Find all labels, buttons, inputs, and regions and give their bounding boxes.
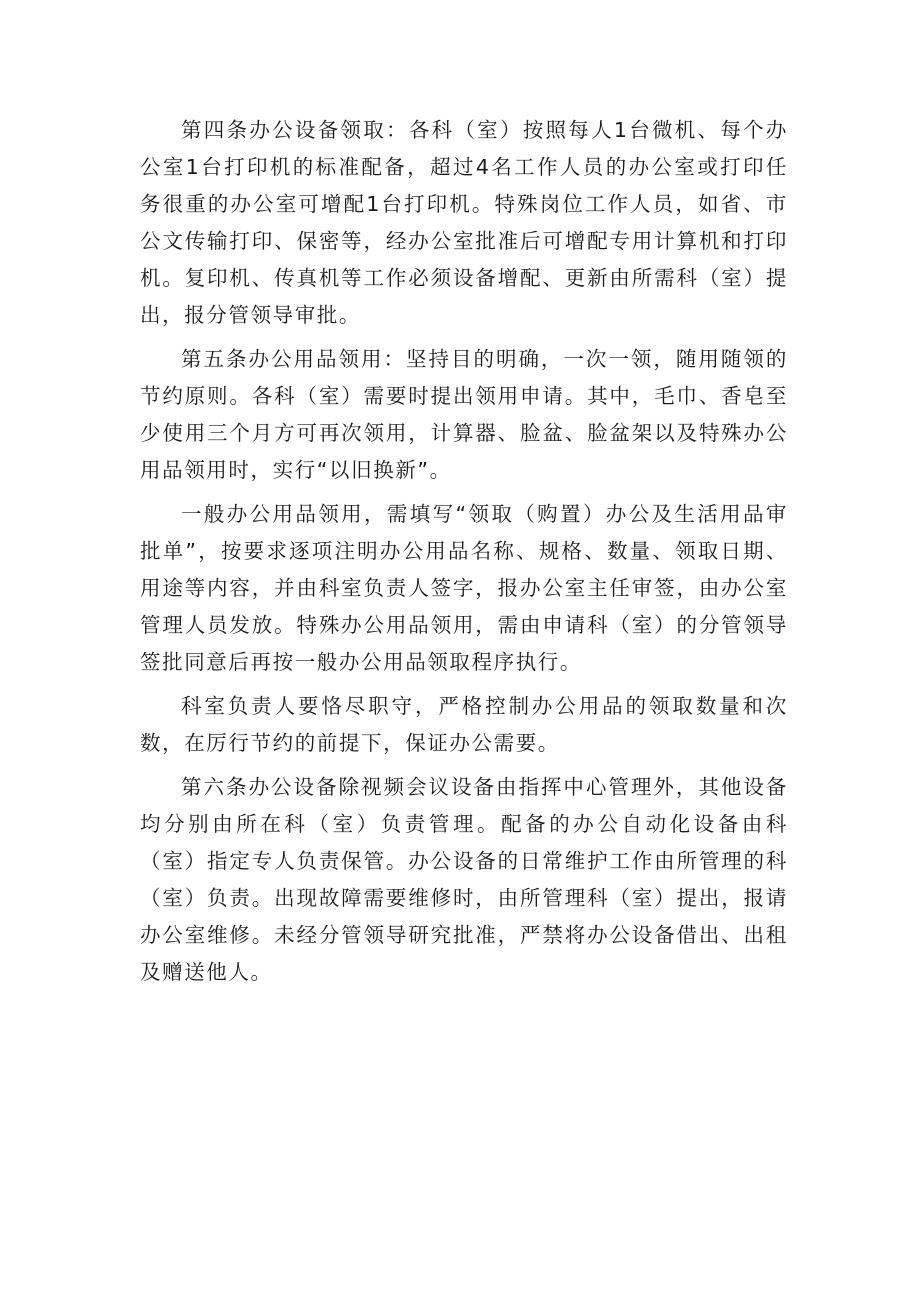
paragraph-article-6: 第六条办公设备除视频会议设备由指挥中心管理外，其他设备均分别由所在科（室）负责管理。配备的办公自动化设备由科（室）指定专人负责保管。办公设备的日常维护工作由所管理的科（室）负责。出现故障需要维修时，由所管理科（室）提出，报请办公室维修。未经分管领导研究批准，严禁将办公设备借出、出租及赠送他人。 bbox=[140, 775, 788, 984]
paragraph-article-5: 第五条办公用品领用：坚持目的明确，一次一领，随用随领的节约原则。各科（室）需要时提出领用申请。其中，毛巾、香皂至少使用三个月方可再次领用，计算器、脸盆、脸盆架以及特殊办公用品领用时，实行“以旧换新”。 bbox=[140, 347, 788, 482]
paragraph-section-head-duty: 科室负责人要恪尽职守，严格控制办公用品的领取数量和次数，在厉行节约的前提下，保证办公需要。 bbox=[140, 694, 788, 755]
paragraph-article-4: 第四条办公设备领取：各科（室）按照每人1台微机、每个办公室1台打印机的标准配备，超过4名工作人员的办公室或打印任务很重的办公室可增配1台打印机。特殊岗位工作人员，如省、市公文传输打印、保密等，经办公室批准后可增配专用计算机和打印机。复印机、传真机等工作必须设备增配、更新由所需科（室）提出，报分管领导审批。 bbox=[140, 118, 788, 327]
document-body bbox=[140, 112, 788, 998]
paragraph-general-supplies: 一般办公用品领用，需填写“领取（购置）办公及生活用品审批单”，按要求逐项注明办公用品名称、规格、数量、领取日期、用途等内容，并由科室负责人签字，报办公室主任审签，由办公室管理人员发放。特殊办公用品领用，需由申请科（室）的分管领导签批同意后再按一般办公用品领取程序执行。 bbox=[140, 502, 788, 674]
